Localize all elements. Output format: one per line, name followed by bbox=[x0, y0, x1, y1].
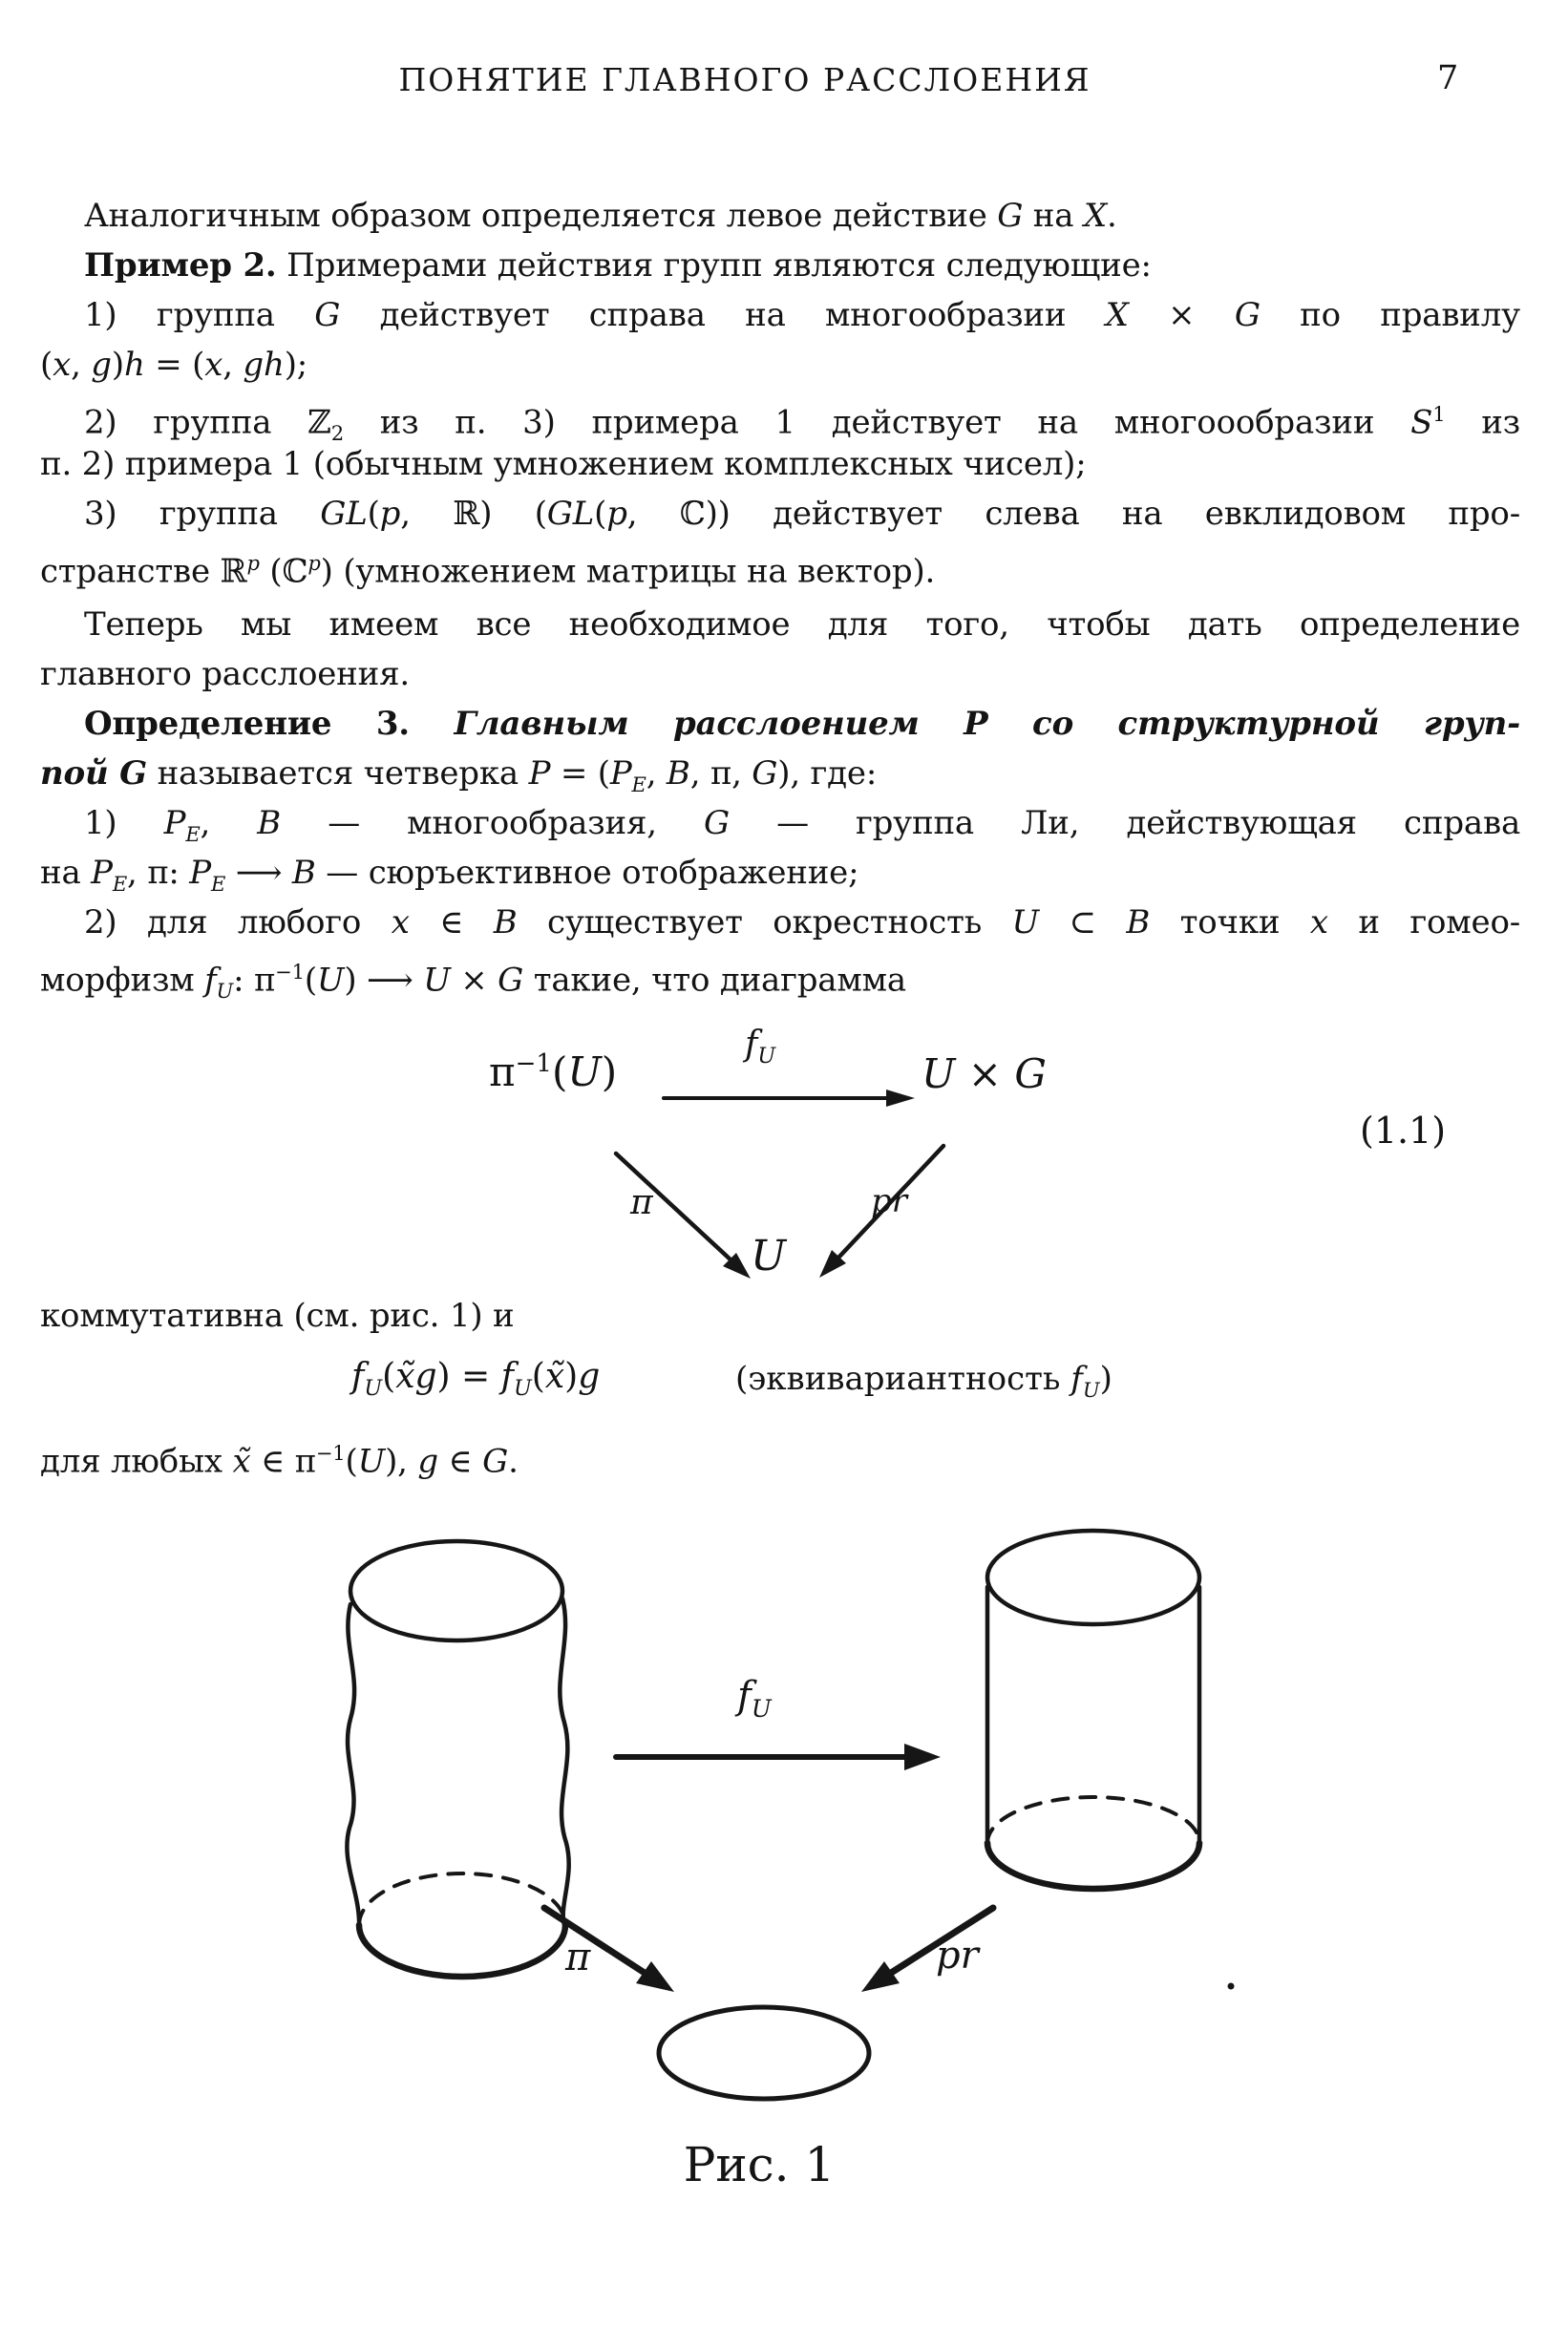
text-segment: , ℝ) ( bbox=[400, 495, 547, 533]
figure-pi-label: π bbox=[565, 1936, 591, 1979]
base-ellipse bbox=[659, 2007, 869, 2099]
text-segment: x̃g bbox=[395, 1357, 437, 1396]
text-segment: = ( bbox=[144, 346, 205, 384]
text-segment: G bbox=[482, 1442, 509, 1481]
text-line bbox=[40, 749, 1520, 798]
text-segment: x̃ bbox=[544, 1357, 565, 1396]
diagram-node-u-times-g bbox=[922, 1052, 1047, 1096]
text-segment: x bbox=[204, 346, 223, 384]
text-segment: ), где: bbox=[777, 754, 878, 793]
text-segment: ( bbox=[594, 495, 607, 533]
text-segment: , ℂ)) действует слева на евклидовом про- bbox=[626, 495, 1520, 533]
text-segment: −1 bbox=[515, 1049, 552, 1078]
running-head-title: ПОНЯТИЕ ГЛАВНОГО РАССЛОЕНИЯ bbox=[398, 61, 1091, 98]
body-text bbox=[40, 191, 1521, 1004]
text-segment: 2 bbox=[330, 421, 344, 446]
text-segment: f bbox=[351, 1357, 365, 1396]
text-segment: P bbox=[163, 804, 186, 842]
text-line bbox=[40, 600, 1520, 649]
text-segment: для любых bbox=[40, 1442, 233, 1481]
text-segment: B bbox=[257, 804, 282, 842]
text-segment: странстве ℝ bbox=[40, 552, 247, 591]
text-segment: , bbox=[71, 346, 92, 384]
text-segment: ) bbox=[1099, 1360, 1112, 1398]
for-any-line bbox=[40, 1429, 1520, 1486]
text-segment: ); bbox=[284, 346, 308, 384]
text-segment: ( bbox=[345, 1442, 358, 1481]
figure-fu-arrow bbox=[616, 1744, 941, 1770]
figure-fu-label bbox=[737, 1675, 772, 1722]
text-segment: × bbox=[450, 961, 498, 1000]
text-line bbox=[40, 898, 1520, 947]
text-segment: ) ⟶ bbox=[344, 961, 424, 1000]
text-segment: ⟶ bbox=[225, 854, 292, 892]
text-segment: G bbox=[314, 296, 341, 334]
text-segment: f bbox=[204, 961, 217, 1000]
text-segment: f bbox=[737, 1674, 752, 1718]
text-line bbox=[40, 241, 1520, 290]
text-segment: 2) для любого bbox=[84, 903, 392, 942]
text-segment: Главным расслоением P со структурной груп- bbox=[454, 705, 1520, 743]
text-segment: U bbox=[922, 1050, 956, 1097]
diagram-node-pi-inverse-u bbox=[489, 1050, 617, 1094]
commutative-line: коммутативна (см. рис. 1) и bbox=[40, 1297, 515, 1335]
text-segment: g bbox=[417, 1442, 438, 1481]
text-segment: 1) bbox=[84, 804, 164, 842]
text-segment: p bbox=[606, 495, 627, 533]
text-segment: G bbox=[1014, 1050, 1047, 1097]
text-segment: ( bbox=[382, 1357, 396, 1396]
text-segment: на bbox=[40, 854, 92, 892]
text-segment: (эквивариантность bbox=[735, 1360, 1071, 1398]
text-segment: g bbox=[578, 1357, 601, 1396]
text-segment: такие, что диаграмма bbox=[523, 961, 906, 1000]
text-segment: = ( bbox=[550, 754, 610, 793]
text-segment: ) bbox=[111, 346, 124, 384]
text-segment: ) (умножением матрицы на вектор). bbox=[320, 552, 936, 591]
page-number: 7 bbox=[1437, 59, 1459, 97]
text-segment: G bbox=[752, 754, 778, 793]
text-segment: , bbox=[646, 754, 667, 793]
text-segment: −1 bbox=[315, 1441, 346, 1465]
text-line bbox=[40, 947, 1520, 1004]
text-segment: ) bbox=[564, 1357, 579, 1396]
text-segment: U bbox=[757, 1044, 776, 1069]
text-segment: 2) группа ℤ bbox=[84, 403, 331, 442]
text-segment: называется четверка bbox=[147, 754, 529, 793]
text-segment: x bbox=[1309, 903, 1328, 942]
text-segment: E bbox=[631, 772, 646, 796]
text-segment: по правилу bbox=[1260, 296, 1520, 334]
text-segment: P bbox=[91, 854, 113, 892]
text-segment: 1) группа bbox=[84, 296, 315, 334]
text-line bbox=[40, 848, 1520, 898]
text-segment: U bbox=[1011, 903, 1040, 942]
text-segment: ( bbox=[40, 346, 53, 384]
text-segment: f bbox=[1070, 1360, 1083, 1398]
text-segment: ) = bbox=[436, 1357, 501, 1396]
text-segment: B bbox=[1126, 903, 1151, 942]
text-segment: морфизм bbox=[40, 961, 205, 1000]
text-segment: U bbox=[364, 1376, 383, 1402]
text-segment: существует окрестность bbox=[517, 903, 1012, 942]
text-segment: 3) группа bbox=[84, 495, 321, 533]
text-segment: ( bbox=[551, 1048, 568, 1095]
text-segment: из bbox=[1445, 403, 1521, 442]
text-segment: ( bbox=[304, 961, 317, 1000]
text-segment: действует справа на многообразии bbox=[340, 296, 1106, 334]
text-segment: g bbox=[91, 346, 112, 384]
text-segment: B bbox=[666, 754, 690, 793]
text-segment: f bbox=[745, 1025, 758, 1064]
text-segment: X bbox=[1083, 197, 1107, 235]
text-segment: — сюръективное отображение; bbox=[315, 854, 859, 892]
text-segment: GL bbox=[546, 495, 595, 533]
text-segment: B bbox=[493, 903, 518, 942]
text-segment: P bbox=[609, 754, 632, 793]
text-segment: U bbox=[567, 1048, 602, 1095]
text-segment: главного расслоения. bbox=[40, 655, 410, 693]
text-segment: Определение 3. bbox=[84, 705, 455, 743]
text-segment: , π, bbox=[689, 754, 752, 793]
diagram-fu-arrow bbox=[664, 1090, 915, 1107]
text-segment: . bbox=[508, 1442, 519, 1481]
text-segment: h bbox=[123, 346, 145, 384]
text-line bbox=[40, 191, 1520, 241]
figure-pi-arrow bbox=[544, 1908, 674, 1992]
text-segment: ∈ π bbox=[250, 1442, 316, 1481]
text-line bbox=[40, 798, 1520, 848]
figure-caption: Рис. 1 bbox=[683, 2137, 836, 2192]
text-segment: P bbox=[189, 854, 211, 892]
text-segment: U bbox=[423, 961, 451, 1000]
text-segment: ∈ bbox=[437, 1442, 483, 1481]
text-line bbox=[40, 699, 1520, 749]
text-segment: ) bbox=[601, 1048, 618, 1095]
text-segment: p bbox=[246, 551, 260, 575]
text-segment: π bbox=[489, 1048, 516, 1095]
text-segment: × bbox=[1128, 296, 1235, 334]
text-segment: на bbox=[1023, 197, 1084, 235]
text-segment: E bbox=[112, 871, 128, 896]
figure-pr-label: pr bbox=[936, 1934, 979, 1978]
text-segment: ( bbox=[531, 1357, 545, 1396]
text-segment: и гомео- bbox=[1327, 903, 1520, 942]
diagram-fu-label bbox=[745, 1026, 775, 1069]
text-segment: , π: bbox=[127, 854, 190, 892]
text-segment: Примерами действия групп являются следующие: bbox=[276, 246, 1152, 285]
text-segment: E bbox=[210, 871, 226, 896]
text-segment: (ℂ bbox=[259, 552, 308, 591]
text-segment: U bbox=[216, 979, 234, 1004]
text-segment: U bbox=[513, 1376, 532, 1402]
ink-speck bbox=[1228, 1983, 1235, 1990]
text-segment: U bbox=[357, 1442, 386, 1481]
text-segment: E bbox=[185, 821, 201, 846]
text-segment: x bbox=[391, 903, 410, 942]
equivariance-equation bbox=[351, 1358, 600, 1401]
text-segment: gh bbox=[243, 346, 285, 384]
text-segment: ), bbox=[385, 1442, 418, 1481]
text-segment: : π bbox=[233, 961, 276, 1000]
text-segment: p bbox=[379, 495, 401, 533]
text-segment: B bbox=[291, 854, 316, 892]
text-segment: пой G bbox=[40, 754, 147, 793]
text-segment: GL bbox=[320, 495, 368, 533]
text-segment: — многообразия, bbox=[281, 804, 704, 842]
text-segment: , bbox=[200, 804, 258, 842]
text-line bbox=[40, 290, 1520, 340]
text-segment: P bbox=[528, 754, 551, 793]
diagram-pi-label: π bbox=[630, 1183, 653, 1222]
text-segment: x̃ bbox=[232, 1442, 251, 1481]
text-segment: , bbox=[222, 346, 244, 384]
text-line bbox=[40, 439, 1520, 489]
text-segment: × bbox=[955, 1050, 1015, 1097]
text-segment: точки bbox=[1150, 903, 1310, 942]
text-line bbox=[40, 489, 1520, 539]
text-segment: G bbox=[703, 804, 730, 842]
text-segment: ( bbox=[367, 495, 380, 533]
diagram-node-u: U bbox=[751, 1232, 787, 1280]
diagram-pr-label: pr bbox=[871, 1182, 908, 1220]
equivariance-note bbox=[735, 1362, 1112, 1401]
figure-1-drawing bbox=[347, 1531, 1234, 2099]
text-segment: f bbox=[500, 1357, 514, 1396]
text-segment: ⊂ bbox=[1039, 903, 1127, 942]
text-segment: U bbox=[316, 961, 345, 1000]
text-line bbox=[40, 539, 1520, 591]
text-segment: S bbox=[1410, 403, 1433, 442]
text-segment: −1 bbox=[275, 960, 305, 984]
text-segment: . bbox=[1106, 197, 1117, 235]
text-segment: p bbox=[307, 551, 321, 575]
text-segment: G bbox=[498, 961, 524, 1000]
equation-number: (1.1) bbox=[1360, 1110, 1447, 1152]
text-segment: Аналогичным образом определяется левое действие bbox=[84, 197, 998, 235]
text-line bbox=[40, 649, 1520, 699]
text-line bbox=[40, 340, 1520, 390]
wavy-cylinder bbox=[347, 1541, 568, 1977]
text-segment: U bbox=[751, 1695, 772, 1723]
text-segment: G bbox=[997, 197, 1024, 235]
text-segment: x bbox=[53, 346, 72, 384]
text-segment: из п. 3) примера 1 действует на многоообразии bbox=[343, 403, 1411, 442]
text-segment: Теперь мы имеем все необходимое для того, чтобы дать определение bbox=[84, 605, 1520, 644]
text-segment: 1 bbox=[1432, 402, 1446, 426]
text-segment: п. 2) примера 1 (обычным умножением комплексных чисел); bbox=[40, 445, 1087, 483]
text-segment: G bbox=[1234, 296, 1261, 334]
text-segment: Пример 2. bbox=[84, 246, 277, 285]
text-segment: ∈ bbox=[409, 903, 494, 942]
text-segment: X bbox=[1105, 296, 1129, 334]
text-segment: U bbox=[1082, 1377, 1100, 1402]
text-segment: — группа Ли, действующая справа bbox=[729, 804, 1521, 842]
straight-cylinder bbox=[987, 1531, 1199, 1889]
text-line bbox=[40, 390, 1521, 446]
